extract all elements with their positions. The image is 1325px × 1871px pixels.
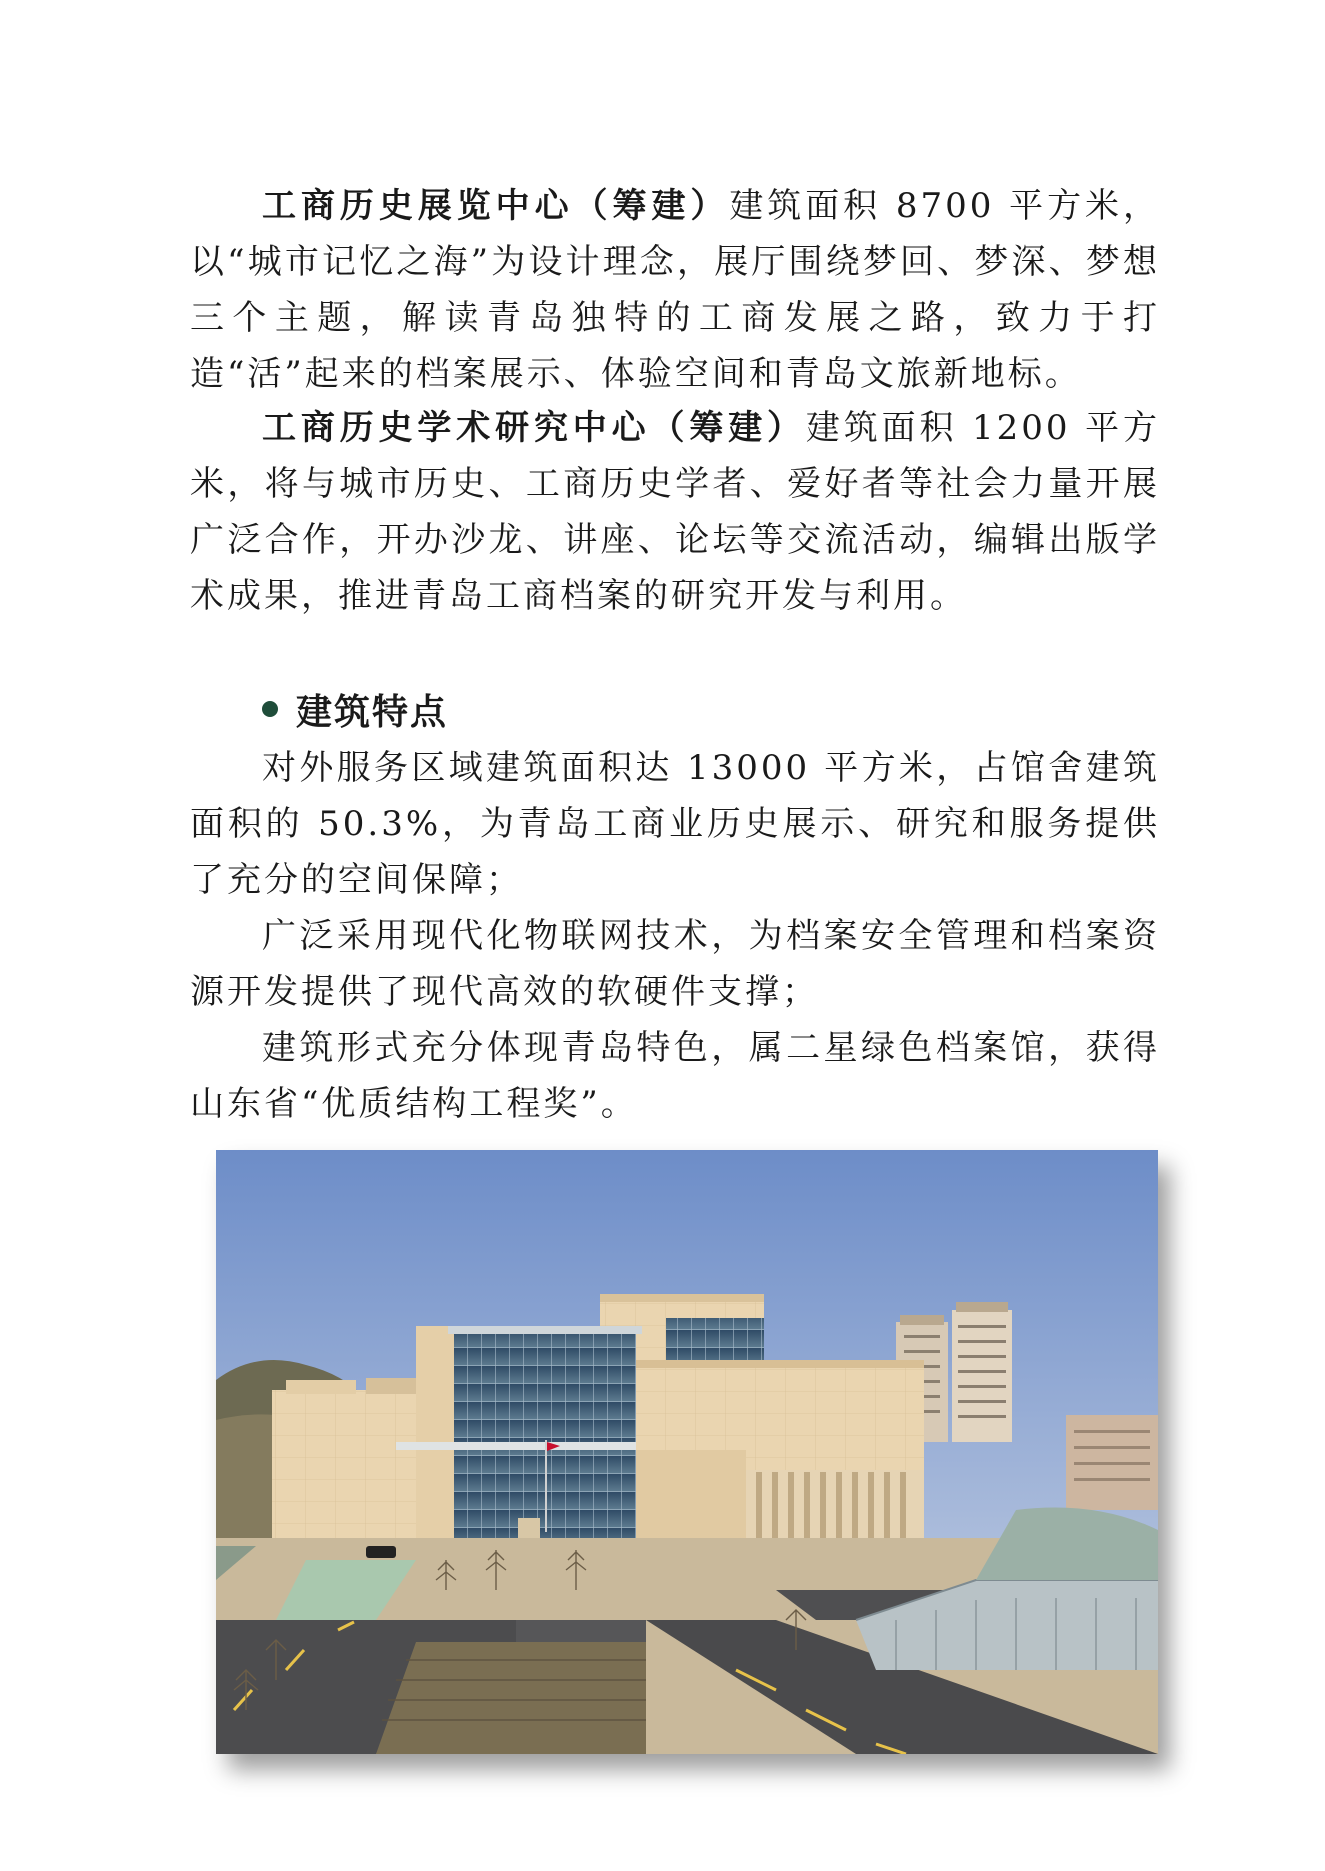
paragraph-lead: 工商历史学术研究中心（筹建） bbox=[262, 408, 806, 448]
building-illustration bbox=[216, 1150, 1158, 1754]
feature-item-service-area: 对外服务区域建筑面积达 13000 平方米，占馆舍建筑面积的 50.3%，为青岛工商业历史展示、研究和服务提供了充分的空间保障； bbox=[190, 748, 1160, 900]
feature-item-green-archive: 建筑形式充分体现青岛特色，属二星绿色档案馆，获得山东省“优质结构工程奖”。 bbox=[190, 1028, 1160, 1124]
garden-strip bbox=[376, 1642, 646, 1754]
paragraph-lead: 工商历史展览中心（筹建） bbox=[262, 186, 730, 226]
right-main-block bbox=[636, 1360, 924, 1560]
car bbox=[366, 1546, 396, 1558]
paragraph-research-center bbox=[190, 400, 1160, 624]
section-heading bbox=[262, 684, 448, 734]
paragraph-exhibition-center bbox=[190, 178, 1160, 402]
archive-building-photo bbox=[216, 1150, 1158, 1754]
paragraph-body: 建筑面积 1200 平方米，将与城市历史、工商历史学者、爱好者等社会力量开展广泛合作，开办沙龙、讲座、论坛等交流活动，编辑出版学术成果，推进青岛工商档案的研究开发与利用。 bbox=[190, 408, 1160, 616]
feature-item-iot-technology: 广泛采用现代化物联网技术，为档案安全管理和档案资源开发提供了现代高效的软硬件支撑； bbox=[190, 916, 1160, 1012]
section-heading-text: 建筑特点 bbox=[296, 691, 449, 733]
paragraph-body: 建筑面积 8700 平方米，以“城市记忆之海”为设计理念，展厅围绕梦回、梦深、梦想三个主题，解读青岛独特的工商发展之路，致力于打造“活”起来的档案展示、体验空间和青岛文旅新地标。 bbox=[190, 186, 1160, 394]
bullet-icon bbox=[262, 701, 278, 717]
